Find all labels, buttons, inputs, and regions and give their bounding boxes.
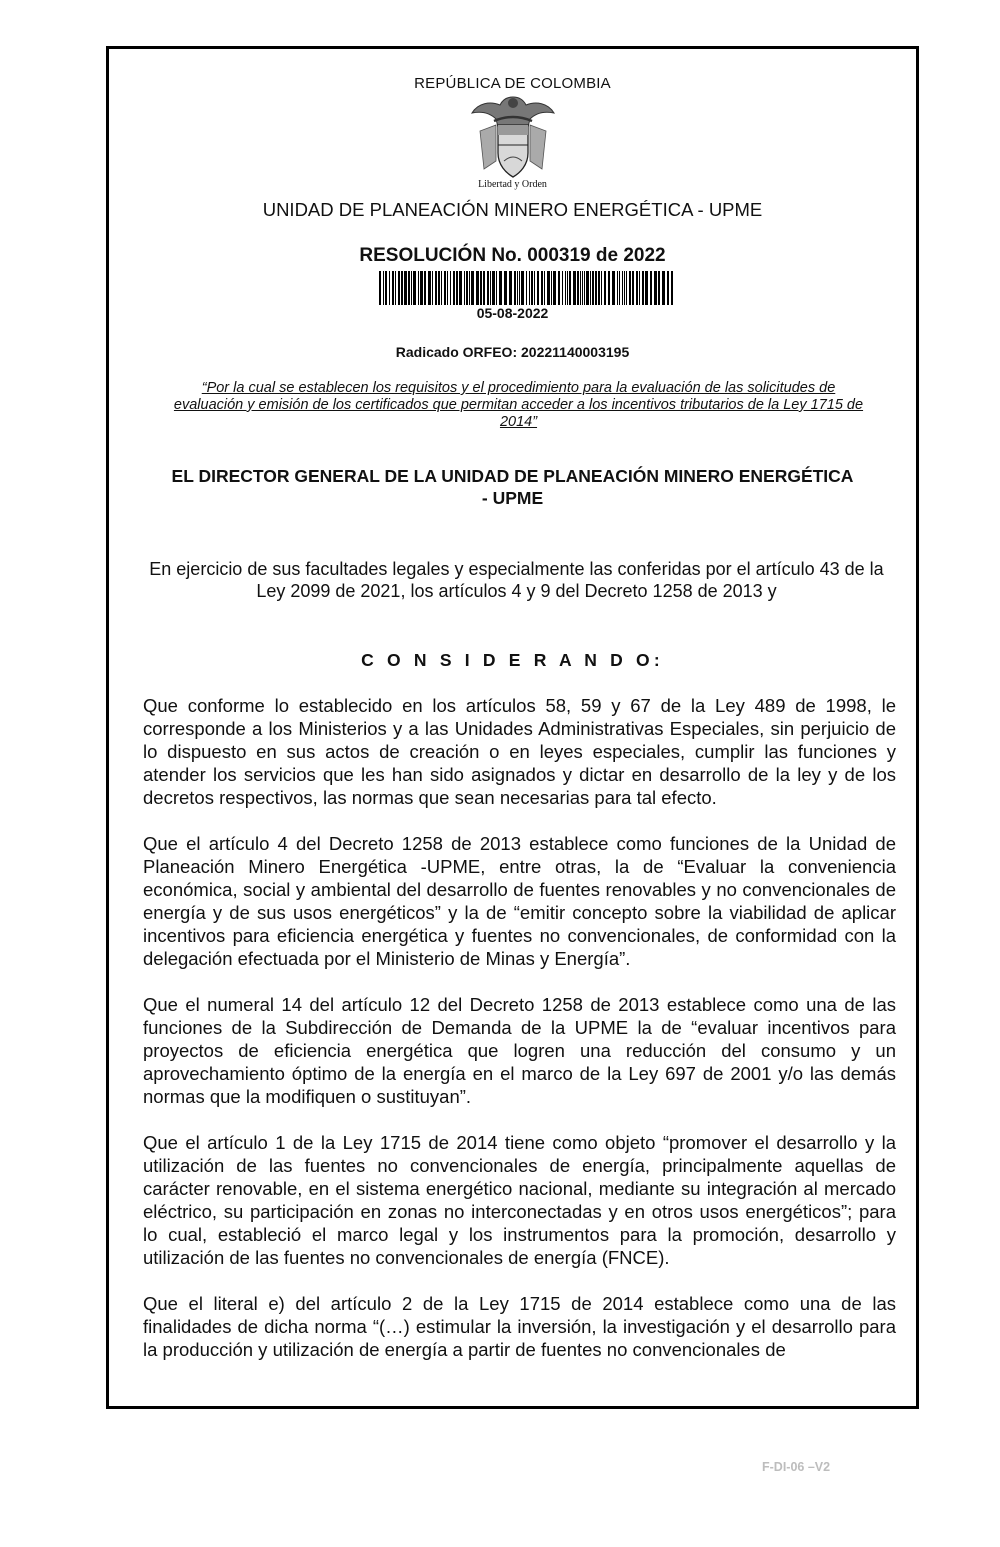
director-heading: EL DIRECTOR GENERAL DE LA UNIDAD DE PLANEACIÓN MINERO ENERGÉTICA - UPME bbox=[171, 466, 854, 508]
considerando-heading: C O N S I D E R A N D O: bbox=[361, 650, 664, 670]
motto-text: Libertad y Orden bbox=[478, 179, 547, 190]
body-paragraph: Que el artículo 1 de la Ley 1715 de 2014 tiene como objeto “promover el desarrollo y la utilización de las fuentes no convencionales de energía, principalmente aquellas de carácter renovable, en el sistema energético nacional, mediante su integración al mercado eléctrico, su participación en zonas no interconectadas y en otros usos energéticos”; para lo cual, estableció el marco legal y los instrumentos para la promoción, desarrollo y utilización de las fuentes no convencionales de energía (FNCE). bbox=[143, 1132, 896, 1268]
body-paragraph: Que el numeral 14 del artículo 12 del Decreto 1258 de 2013 establece como una de las funciones de la Subdirección de Demanda de la UPME la de “evaluar incentivos para proyectos de eficiencia energética que logren una reducción del consumo y un aprovechamiento óptimo de la energía en el marco de la Ley 697 de 2001 y/o las demás normas que la modifiquen o sustituyan”. bbox=[143, 994, 896, 1107]
body-paragraph: Que conforme lo establecido en los artículos 58, 59 y 67 de la Ley 489 de 1998, le corresponde a los Ministerios y a las Unidades Administrativas Especiales, sin perjuicio de lo dispuesto en sus actos de creación o en leyes especiales, cumplir las funciones y atender los servicios que les han sido asignados y dictar en desarrollo de la ley y de los decretos respectivos, las normas que sean necesarias para tal efecto. bbox=[143, 695, 896, 808]
document-frame bbox=[106, 46, 919, 1409]
radicado-number: Radicado ORFEO: 20221140003195 bbox=[395, 344, 630, 360]
barcode-icon bbox=[377, 271, 679, 305]
form-code: F-DI-06 –V2 bbox=[762, 1460, 831, 1474]
resolution-number: RESOLUCIÓN No. 000319 de 2022 bbox=[359, 245, 666, 266]
body-paragraph: Que el artículo 4 del Decreto 1258 de 2013 establece como funciones de la Unidad de Planeación Minero Energética -UPME, entre otras, la de “Evaluar la conveniencia económica, social y ambiental del desarrollo de fuentes renovables y no convencionales de energía y de sus usos energéticos” y la de “emitir concepto sobre la viabilidad de aplicar incentivos para eficiencia energética y fuentes no convencionales, de conformidad con la delegación efectuada por el Ministerio de Minas y Energía”. bbox=[143, 833, 896, 969]
entity-name: UNIDAD DE PLANEACIÓN MINERO ENERGÉTICA - UPME bbox=[262, 199, 763, 220]
barcode-date: 05-08-2022 bbox=[476, 305, 549, 321]
document-body bbox=[143, 694, 896, 1384]
faculties-paragraph: En ejercicio de sus facultades legales y especialmente las conferidas por el artículo 43 de la Ley 2099 de 2021, los artículos 4 y 9 del Decreto 1258 de 2013 y bbox=[149, 559, 884, 601]
resolution-subject: “Por la cual se establecen los requisitos y el procedimiento para la evaluación de las solicitudes de evaluación y emisión de los certificados que permitan acceder a los incentivos tributarios de la Ley 1715 de 2014” bbox=[173, 380, 864, 430]
country-heading: REPÚBLICA DE COLOMBIA bbox=[414, 75, 611, 92]
coat-of-arms-icon bbox=[470, 91, 556, 189]
body-paragraph: Que el literal e) del artículo 2 de la Ley 1715 de 2014 establece como una de las finalidades de dicha norma “(…) estimular la inversión, la investigación y el desarrollo para la producción y utilización de energía a partir de fuentes no convencionales de bbox=[143, 1293, 896, 1360]
